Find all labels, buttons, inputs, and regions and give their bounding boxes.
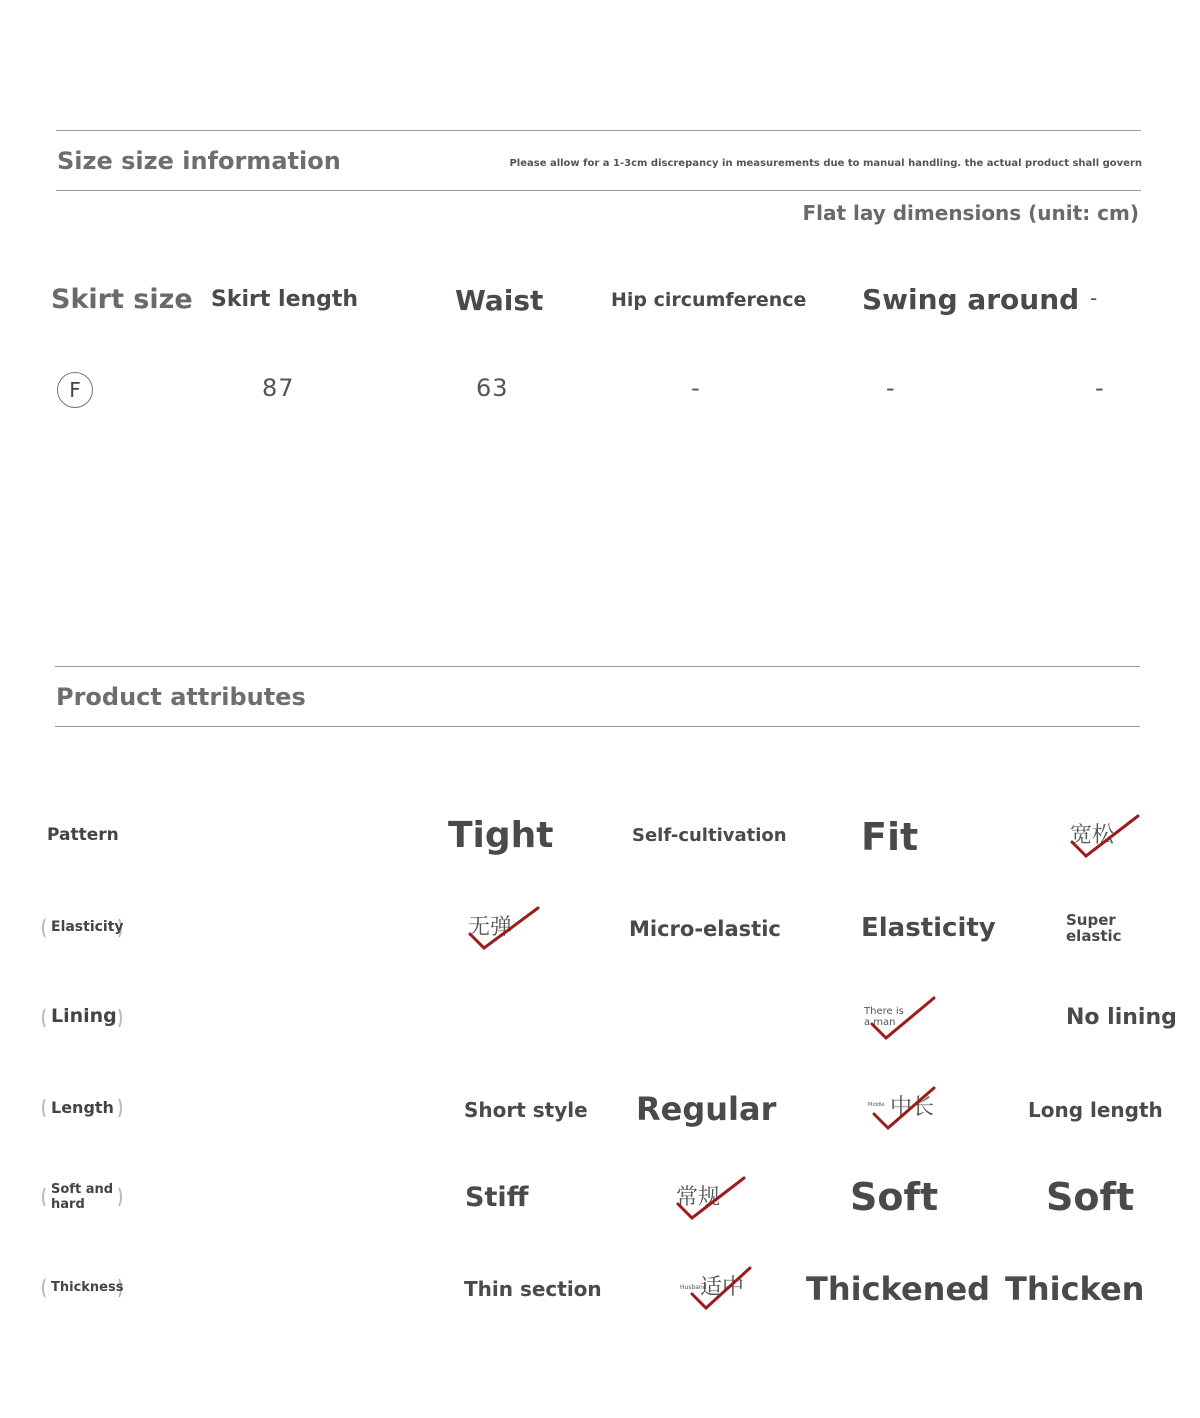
selected-option-lining: There is a man [864,994,936,1044]
attr-label-elasticity-wrap [42,913,122,941]
checkmark-icon [676,1174,748,1224]
selected-option-thickness: Husband 适中 [680,1264,752,1314]
value-skirt-length: 87 [262,374,295,402]
option-elasticity: Elasticity [861,913,996,943]
option-short-style: Short style [464,1098,588,1122]
header-waist: Waist [455,284,544,317]
option-no-lining: No lining [1066,1005,1177,1030]
checkmark-icon [1070,812,1142,862]
title-divider [56,190,1141,191]
option-regular: Regular [636,1090,777,1128]
option-super-elastic: Super elastic [1066,911,1122,945]
size-badge: F [57,372,93,408]
attributes-section-title: Product attributes [56,683,306,711]
option-self-cultivation: Self-cultivation [632,825,787,846]
option-soft-2: Soft [1046,1175,1135,1219]
unit-caption: Flat lay dimensions (unit: cm) [802,201,1139,225]
header-skirt-size: Skirt size [51,284,193,315]
attr-label-lining: Lining [51,1005,117,1027]
option-stiff: Stiff [465,1182,529,1213]
size-section-title: Size size information [57,147,341,175]
attributes-top-divider [55,666,1140,667]
top-divider [56,130,1141,131]
option-thicken: Thicken [1005,1270,1145,1308]
attr-label-length: Length [51,1098,114,1117]
header-swing-around: Swing around [862,283,1080,316]
attr-label-pattern: Pattern [47,825,119,845]
selected-option-soft-hard: 常规 [676,1174,748,1224]
attr-label-lining-wrap [42,1003,122,1031]
attr-label-length-wrap [42,1093,122,1121]
checkmark-icon [868,1084,940,1134]
header-extra: - [1090,286,1098,310]
header-hip-circumference: Hip circumference [611,289,807,311]
attr-label-soft-hard: Soft and hard [51,1182,114,1212]
checkmark-icon [864,994,936,1044]
attr-label-thickness: Thickness [51,1280,124,1295]
option-micro-elastic: Micro-elastic [629,917,781,941]
option-soft: Soft [850,1175,939,1219]
value-extra: - [1095,374,1105,402]
checkmark-icon [680,1264,752,1314]
selected-option-elasticity: 无弹 [468,904,540,954]
value-hip: - [691,374,701,402]
header-skirt-length: Skirt length [211,287,359,312]
measurement-note: Please allow for a 1-3cm discrepancy in measurements due to manual handling. the actual product shall govern [509,158,1142,169]
value-waist: 63 [476,374,509,402]
option-fit: Fit [861,815,919,859]
option-thin-section: Thin section [464,1277,602,1301]
checkmark-icon [468,904,540,954]
selected-option-length: Middle 中长 [868,1084,940,1134]
option-tight: Tight [448,815,554,856]
option-long-length: Long length [1028,1098,1163,1122]
attr-label-soft-hard-wrap [42,1182,122,1210]
option-thickened: Thickened [806,1270,991,1308]
attr-label-thickness-wrap [42,1273,122,1301]
selected-option-pattern: 宽松 [1070,812,1142,862]
attributes-title-divider [55,726,1140,727]
value-swing: - [886,374,896,402]
attr-label-elasticity: Elasticity [51,919,124,935]
